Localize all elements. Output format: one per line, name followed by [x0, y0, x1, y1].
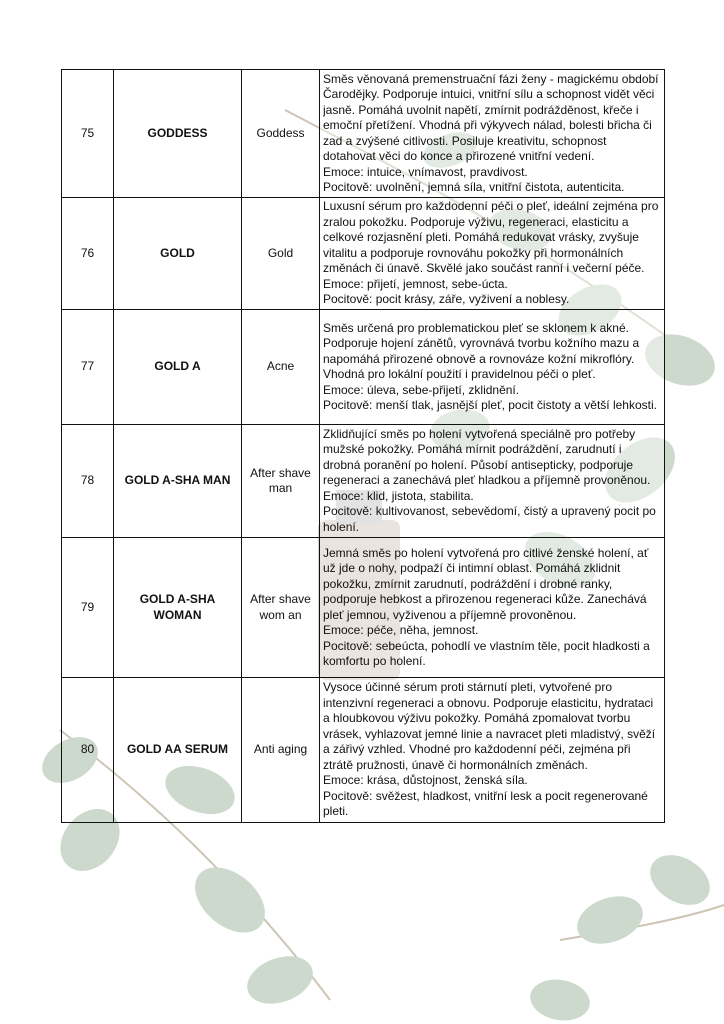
product-description: Jemná směs po holení vytvořená pro citlivé ženské holení, ať už jde o nohy, podpaží či intimní oblast. Pomáhá zklidnit pokožku, zmírnit zarudnutí, podráždění i drobné ranky, podporuje hebkost a přirozenou regeneraci kůže. Zanechává pleť jemnou, vyživenou a příjemně provoněnou.	[323, 545, 649, 622]
product-description-cell	[320, 538, 665, 678]
table-row	[62, 678, 665, 823]
product-description: Zklidňující směs po holení vytvořená speciálně pro potřeby mužské pokožky. Pomáhá mírnit podráždění, zarudnutí i drobná poranění po holení. Působí antisepticky, podporuje regeneraci a zanechává pleť hladkou a příjemně provoněnou.	[323, 426, 651, 488]
product-number: 76	[62, 198, 114, 310]
product-description: Směs určená pro problematickou pleť se sklonem k akné. Podporuje hojení zánětů, vyrovnává tvorbu kožního mazu a napomáhá přirozené obnově a rovnováze kožní mikroflóry. Vhodná pro lokální použití i pravidelnou péči o pleť.	[323, 320, 640, 381]
product-category: Acne	[242, 310, 320, 425]
product-name: GODDESS	[114, 70, 242, 198]
product-name: GOLD A-SHA WOMAN	[114, 538, 242, 678]
product-description-cell	[320, 678, 665, 823]
product-category: After shave wom an	[242, 538, 320, 678]
product-number: 75	[62, 70, 114, 198]
product-name: GOLD	[114, 198, 242, 310]
product-feelings: Pocitově: kultivovanost, sebevědomí, čistý a upravený pocit po holení.	[323, 504, 656, 534]
product-name: GOLD A-SHA MAN	[114, 425, 242, 538]
product-name: GOLD A	[114, 310, 242, 425]
product-number: 80	[62, 678, 114, 823]
product-description-cell	[320, 70, 665, 198]
product-emotions: Emoce: úleva, sebe-přijetí, zklidnění.	[323, 382, 520, 397]
product-description: Směs věnovaná premenstruační fázi ženy - magickému období Čarodějky. Podporuje intuici, vnitřní sílu a schopnost vidět věci jasně. Pomáhá uvolnit napětí, zmírnit podrážděnost, křeče i emoční přetížení. Vhodná při výkyvech nálad, bolesti břicha či zad a zvýšené citlivosti. Posiluje kreativitu, schopnost dotahovat věci do konce a přirozené vnitřní vedení.	[323, 71, 659, 163]
product-number: 79	[62, 538, 114, 678]
product-emotions: Emoce: klid, jistota, stabilita.	[323, 488, 474, 503]
table-row	[62, 310, 665, 425]
product-feelings: Pocitově: menší tlak, jasnější pleť, pocit čistoty a větší lehkosti.	[323, 398, 657, 412]
table-row	[62, 198, 665, 310]
product-description-cell	[320, 425, 665, 538]
product-description-cell	[320, 198, 665, 310]
product-feelings: Pocitově: uvolnění, jemná síla, vnitřní čistota, autenticita.	[323, 180, 625, 194]
product-description: Luxusní sérum pro každodenní péči o pleť, ideální zejména pro zralou pokožku. Podporuje výživu, regeneraci, elasticitu a celkové rozjasnění pleti. Pomáhá redukovat vrásky, zvyšuje vitalitu a podporuje rovnováhu pokožky při hormonálních změnách či únavě. Skvělé jako součást ranní i večerní péče.	[323, 199, 659, 276]
product-category: Goddess	[242, 70, 320, 198]
product-description-cell	[320, 310, 665, 425]
product-emotions: Emoce: krása, důstojnost, ženská síla.	[323, 773, 528, 788]
product-emotions: Emoce: intuice, vnímavost, pravdivost.	[323, 164, 528, 179]
product-emotions: Emoce: přijetí, jemnost, sebe-úcta.	[323, 276, 508, 291]
product-name: GOLD AA SERUM	[114, 678, 242, 823]
table-row	[62, 70, 665, 198]
table-row	[62, 425, 665, 538]
product-feelings: Pocitově: svěžest, hladkost, vnitřní lesk a pocit regenerované pleti.	[323, 788, 648, 819]
product-description: Vysoce účinné sérum proti stárnutí pleti, vytvořené pro intenzivní regeneraci a obnovu. Podporuje elasticitu, hydrataci a hloubkovou výživu pokožky. Pomáhá zpomalovat tvorbu vrásek, vyhlazovat jemné linie a navracet pleti mladistvý, svěží a zářivý vzhled. Vhodné pro každodenní péči, zejména při ztrátě pružnosti, únavě či hormonálních změnách.	[323, 680, 656, 772]
product-category: Gold	[242, 198, 320, 310]
table-row	[62, 538, 665, 678]
products-table	[61, 69, 665, 823]
product-category: Anti aging	[242, 678, 320, 823]
product-emotions: Emoce: péče, něha, jemnost.	[323, 623, 479, 637]
product-number: 78	[62, 425, 114, 538]
product-number: 77	[62, 310, 114, 425]
product-feelings: Pocitově: sebeúcta, pohodlí ve vlastním těle, pocit hladkosti a komfortu po holení.	[323, 638, 650, 668]
product-category: After shave man	[242, 425, 320, 538]
product-feelings: Pocitově: pocit krásy, záře, vyživení a noblesy.	[323, 292, 570, 307]
